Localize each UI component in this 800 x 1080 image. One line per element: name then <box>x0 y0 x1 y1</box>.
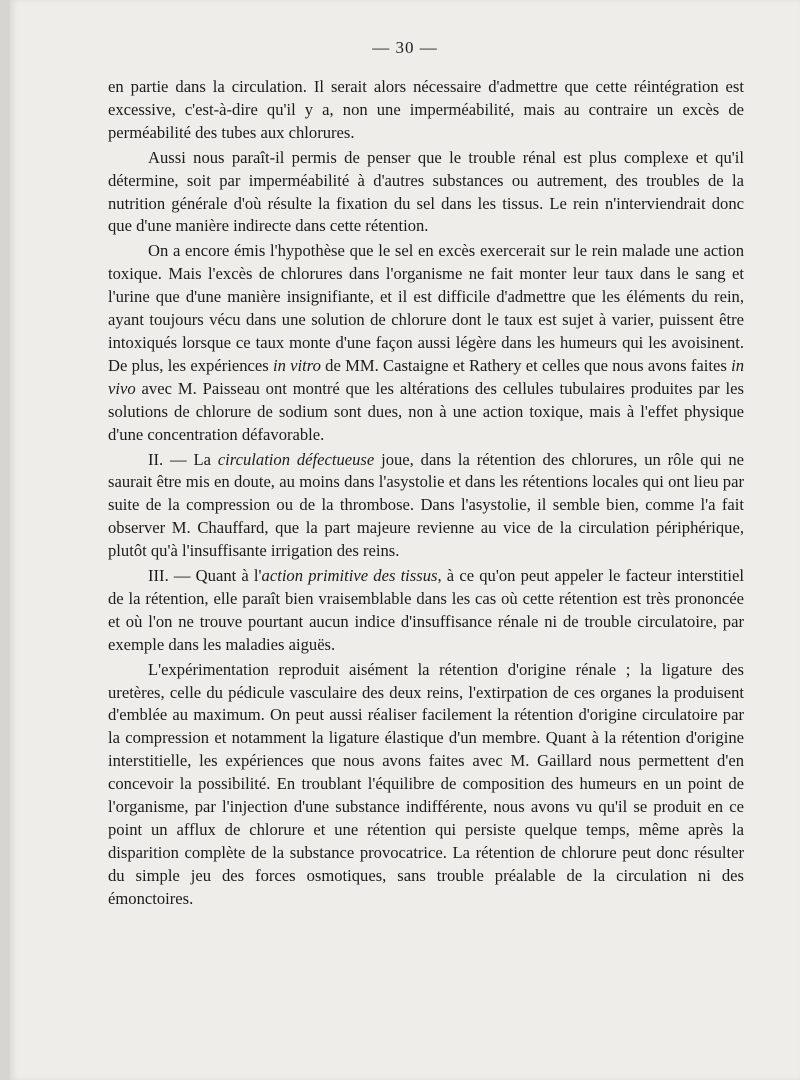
italic-term-circulation: circulation défectueuse <box>217 449 375 469</box>
text-run: On a encore émis l'hypothèse que le sel en excès exercerait sur le rein malade une action toxique. Mais l'excès de chlorures dans l'organisme ne fait monter leur taux dans le sang et l'urine que d'une manière insignifiante, et il est difficile d'admettre que les éléments du rein, ayant toujours vécu dans une solution de chlorure dont le taux est sujet à varier, puissent être intoxiqués lorsque ce taux monte d'une façon aussi légère dans les humeurs qui les avoisinent. De plus, les expériences <box>108 241 744 375</box>
page-number: — 30 — <box>372 38 438 57</box>
paragraph-renal-trouble: Aussi nous paraît-il permis de penser que le trouble rénal est plus complexe et qu'il détermine, soit par imperméabilité à d'autres substances ou autrement, des troubles de la nutrition générale d'où résulte la fixation du sel dans les tissus. Le rein n'interviendrait donc que d'une manière indirecte dans cette rétention. <box>108 147 744 236</box>
text-run: II. — La <box>148 449 218 469</box>
italic-term-in-vitro: in vitro <box>272 355 321 375</box>
italic-term-in-vivo: in vivo <box>108 355 745 398</box>
italic-term-action-tissus: action primitive des tissus <box>261 566 438 586</box>
text-run: avec M. Paisseau ont montré que les altérations des cellules tubulaires produites par les solutions de chlorure de sodium sont dues, non à une action toxique, mais à l'effet physique d'une concentration défavorable. <box>108 378 744 444</box>
text-run: III. — Quant à l' <box>148 566 262 586</box>
document-page <box>10 0 800 1080</box>
paragraph-section-iii <box>108 565 744 657</box>
text-run: de MM. Castaigne et Rathery et celles que nous avons faites <box>320 355 732 375</box>
text-run: , à ce qu'on peut appeler le facteur interstitiel de la rétention, elle paraît bien vraisemblable dans les cas où cette rétention est très prononcée et où l'on ne trouve pourtant aucun indice d'insuffisance rénale ni de trouble circulatoire, par exemple dans les maladies aiguës. <box>108 566 744 654</box>
paragraph-section-ii <box>108 449 744 564</box>
body-text <box>108 76 744 911</box>
paragraph-continuation: en partie dans la circulation. Il serait alors nécessaire d'admettre que cette réintégration est excessive, c'est-à-dire qu'il y a, non une imperméabilité, mais au contraire un excès de perméabilité des tubes aux chlorures. <box>108 77 744 142</box>
text-run: joue, dans la rétention des chlorures, un rôle qui ne saurait être mis en doute, au moins dans l'asystolie et dans les rétentions locales qui ont lieu par suite de la compression ou de la thrombose. Dans l'asystolie, il semble bien, comme l'a fait observer M. Chauffard, que la part majeure revienne au vice de la circulation périphérique, plutôt qu'à l'insuffisante irrigation des reins. <box>108 449 744 561</box>
paragraph-experimentation: L'expérimentation reproduit aisément la rétention d'origine rénale ; la ligature des uretères, celle du pédicule vasculaire des deux reins, l'extirpation de ces organes la produisent d'emblée au maximum. On peut aussi réaliser facilement la rétention d'origine circulatoire par la compression et notamment la ligature élastique d'un membre. Quant à la rétention d'origine interstitielle, les expériences que nous avons faites avec M. Gaillard nous permettent d'en concevoir la possibilité. En troublant l'équilibre de composition des humeurs en un point de l'organisme, par l'injection d'une substance indifférente, nous avons vu qu'il se produit en ce point un afflux de chlorure et une rétention qui persiste quelque temps, même après la disparition complète de la substance provocatrice. La rétention de chlorure peut donc résulter du simple jeu des forces osmotiques, sans trouble préalable de la circulation ni des émonctoires. <box>108 659 744 908</box>
paragraph-toxic-hypothesis <box>108 240 744 446</box>
